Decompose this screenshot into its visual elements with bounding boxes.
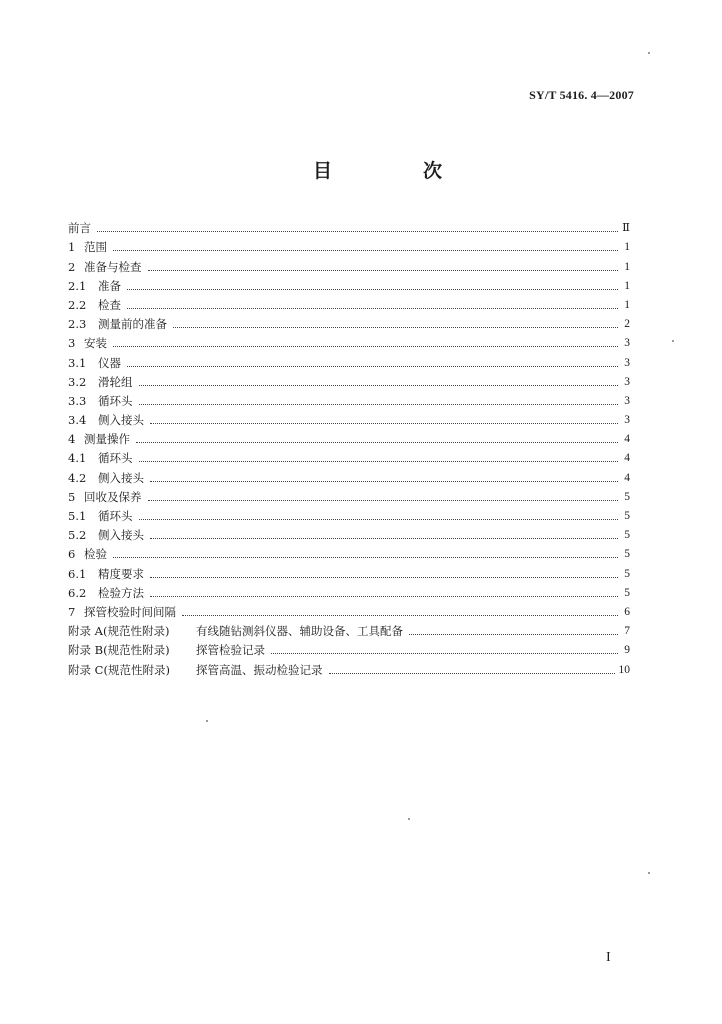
- toc-entry-number: 3.4: [68, 413, 87, 428]
- toc-entry: [68, 331, 630, 350]
- toc-entry-number: 7: [68, 604, 76, 619]
- scan-speck: [206, 720, 208, 722]
- toc-entry-page: 1: [624, 260, 630, 273]
- toc-entry-title: 探管高温、振动检验记录: [196, 662, 323, 677]
- toc-entry-number: 6.2: [68, 585, 87, 600]
- toc-entry-number: 2: [68, 259, 76, 274]
- toc-entry-number: 5.1: [68, 509, 87, 523]
- toc-entry-title: 前言: [68, 221, 91, 236]
- toc-entry-title: 精度要求: [98, 566, 144, 581]
- dot-leader: [113, 346, 618, 347]
- toc-entry: [68, 638, 630, 657]
- dot-leader: [97, 231, 618, 232]
- toc-entry-title: 仪器: [98, 355, 121, 370]
- toc-entry-title: 范围: [84, 240, 107, 255]
- scan-speck: [648, 872, 650, 874]
- dot-leader: [127, 366, 618, 367]
- toc-entry-title: 准备: [98, 278, 121, 293]
- toc-entry-title: 探管校验时间间隔: [84, 604, 176, 619]
- toc-entry-title: 检查: [98, 297, 121, 312]
- toc-entry-number: 附录 C(规范性附录): [68, 662, 170, 677]
- dot-leader: [150, 596, 618, 597]
- toc-entry-page: 9: [624, 644, 630, 657]
- dot-leader: [127, 308, 618, 309]
- toc-entry-page: 1: [624, 298, 630, 311]
- toc-entry-number: 5.2: [68, 528, 87, 543]
- toc-entry-number: 3.3: [68, 393, 87, 408]
- dot-leader: [139, 519, 619, 520]
- toc-entry-number: 3.2: [68, 374, 87, 389]
- toc-entry: [68, 446, 630, 465]
- toc-entry-page: 3: [624, 394, 630, 407]
- toc-entry: [68, 216, 630, 235]
- toc-entry: [68, 523, 630, 542]
- toc-entry: [68, 581, 630, 600]
- toc-entry: [68, 370, 630, 389]
- standard-number: SY/T 5416. 4—2007: [529, 88, 634, 102]
- toc-entry-title: 探管检验记录: [196, 643, 265, 658]
- dot-leader: [150, 538, 618, 539]
- toc-entry-page: 1: [624, 279, 630, 292]
- toc-entry-number: 4: [68, 432, 76, 447]
- scan-speck: [648, 52, 650, 54]
- toc-entry-number: 6: [68, 547, 76, 562]
- toc-entry-number: 3.1: [68, 355, 87, 370]
- toc-entry: [68, 312, 630, 331]
- toc-entry: [68, 254, 630, 273]
- toc-entry-title: 检验: [84, 547, 107, 562]
- toc-entry-title: 循环头: [98, 509, 133, 523]
- toc-entry-page: 5: [624, 586, 630, 599]
- dot-leader: [139, 461, 619, 462]
- dot-leader: [127, 289, 618, 290]
- scan-speck: [672, 340, 674, 342]
- toc-entry-page: 1: [624, 241, 630, 254]
- toc-entry-title: 测量前的准备: [98, 317, 167, 332]
- toc-entry-page: 4: [624, 471, 630, 484]
- dot-leader: [173, 327, 618, 328]
- toc-entry-page: 6: [624, 605, 630, 618]
- toc-entry-title: 测量操作: [84, 432, 130, 447]
- toc-entry-number: 附录 B(规范性附录): [68, 643, 170, 658]
- scan-speck: [408, 818, 410, 820]
- toc-entry-page: 7: [624, 625, 630, 638]
- toc-entry: [68, 389, 630, 408]
- toc-entry-title: 有线随钻测斜仪器、辅助设备、工具配备: [196, 624, 403, 639]
- toc-entry: [68, 427, 630, 446]
- toc-entry-page: 5: [624, 490, 630, 503]
- toc-entry-title: 侧入接头: [98, 413, 144, 428]
- dot-leader: [148, 270, 619, 271]
- toc-entry-page: 5: [624, 548, 630, 561]
- toc-entry-number: 6.1: [68, 566, 87, 581]
- toc-entry-title: 侧入接头: [98, 470, 144, 485]
- dot-leader: [182, 615, 618, 616]
- toc-entry-page: 3: [624, 414, 630, 427]
- toc-entry: [68, 504, 630, 523]
- toc-entry-page: 3: [624, 375, 630, 388]
- toc-entry: [68, 274, 630, 293]
- toc-entry-title: 循环头: [98, 451, 133, 466]
- dot-leader: [150, 423, 618, 424]
- toc-entry-page: 2: [624, 318, 630, 331]
- dot-leader: [113, 557, 618, 558]
- toc-entry-page: 5: [624, 529, 630, 542]
- toc-entry-page: 4: [624, 433, 630, 446]
- toc-entry-page: 4: [624, 452, 630, 465]
- page-number: I: [606, 950, 611, 965]
- toc-entry: [68, 408, 630, 427]
- toc-entry-title: 准备与检查: [84, 259, 142, 274]
- toc-entry-page: 3: [624, 337, 630, 350]
- toc-entry: [68, 235, 630, 254]
- toc-entry-number: 5: [68, 489, 76, 504]
- toc-entry-page: 3: [624, 356, 630, 369]
- toc-entry-number: 1: [68, 240, 76, 255]
- toc-entry-number: 2.1: [68, 278, 87, 293]
- toc-entry-title: 侧入接头: [98, 528, 144, 543]
- dot-leader: [329, 673, 615, 674]
- dot-leader: [113, 250, 618, 251]
- toc-entry: [68, 350, 630, 369]
- toc-entry-page: 5: [624, 567, 630, 580]
- toc-entry-title: 循环头: [98, 393, 133, 408]
- dot-leader: [271, 653, 618, 654]
- toc-entry-title: 滑轮组: [98, 374, 133, 389]
- dot-leader: [139, 404, 619, 405]
- toc-entry-number: 2.3: [68, 317, 87, 332]
- toc-entry: [68, 561, 630, 580]
- toc-entry-title: 回收及保养: [84, 489, 142, 504]
- toc-entry-page: Ⅱ: [622, 222, 630, 235]
- dot-leader: [150, 481, 618, 482]
- toc-entry-title: 检验方法: [98, 585, 144, 600]
- toc-entry-number: 4.1: [68, 451, 87, 466]
- toc-entry: [68, 485, 630, 504]
- toc-entry: [68, 542, 630, 561]
- dot-leader: [409, 634, 618, 635]
- toc-entry-page: 10: [618, 663, 630, 676]
- dot-leader: [148, 500, 619, 501]
- toc-entry-number: 2.2: [68, 297, 87, 312]
- toc-entry: [68, 293, 630, 312]
- toc-entry-number: 3: [68, 336, 76, 351]
- toc-entry: [68, 619, 630, 638]
- dot-leader: [136, 442, 618, 443]
- toc-entry-number: 附录 A(规范性附录): [68, 624, 170, 639]
- toc-entry-number: 4.2: [68, 470, 87, 485]
- toc-title: 目 次: [313, 160, 479, 182]
- toc-entry-title: 安装: [84, 336, 107, 351]
- toc-entry-page: 5: [624, 510, 630, 522]
- toc-entry: [68, 657, 630, 676]
- toc-entry: [68, 465, 630, 484]
- dot-leader: [150, 577, 618, 578]
- dot-leader: [139, 385, 619, 386]
- table-of-contents: [68, 216, 630, 677]
- toc-entry: [68, 600, 630, 619]
